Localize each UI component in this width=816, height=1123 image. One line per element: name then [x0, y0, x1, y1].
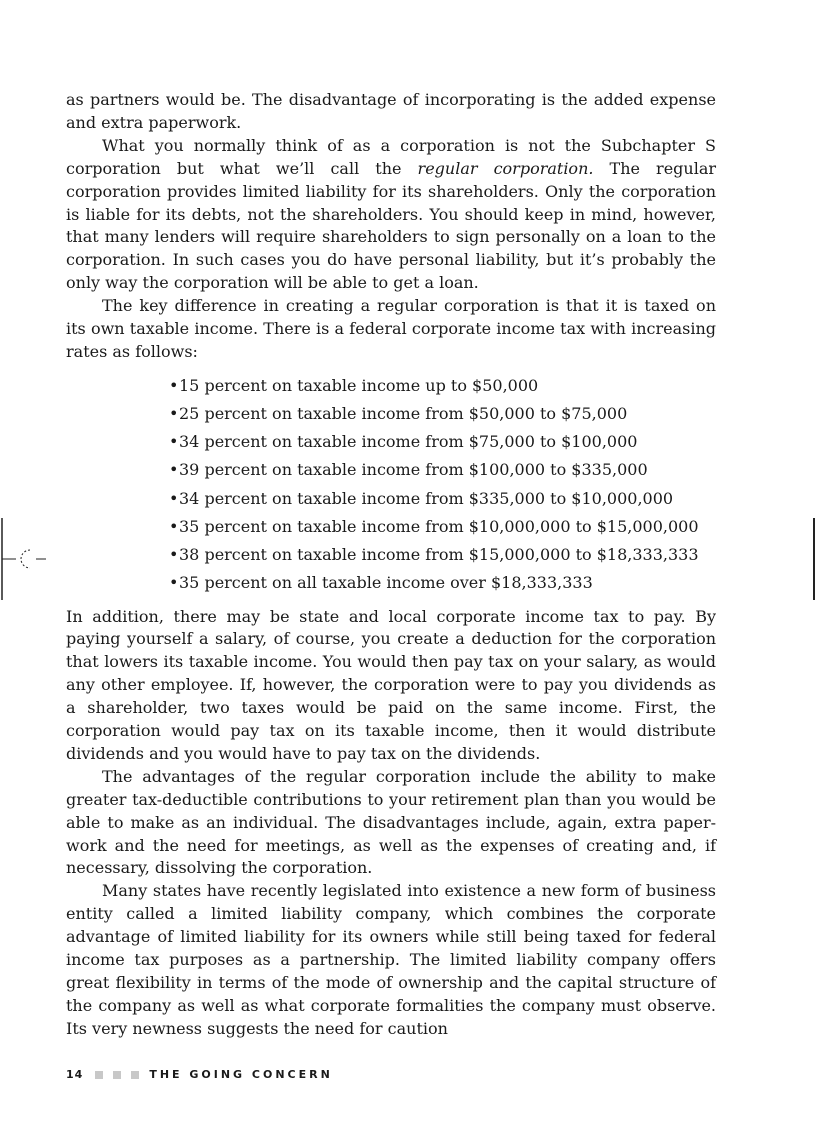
bullet-glyph: •: [169, 516, 179, 536]
square-ornament-icon: [131, 1071, 139, 1079]
page-body: [66, 89, 716, 1041]
bullet-glyph: •: [169, 375, 179, 395]
running-head: THE GOING CONCERN: [149, 1068, 333, 1081]
list-item: •34 percent on taxable income from $75,000 to $100,000: [169, 428, 716, 456]
list-item: •39 percent on taxable income from $100,000 to $335,000: [169, 456, 716, 484]
list-item: •38 percent on taxable income from $15,000,000 to $18,333,333: [169, 541, 716, 569]
tax-rate-list: [169, 372, 716, 598]
paragraph-regular-corporation: [66, 135, 716, 295]
bullet-glyph: •: [169, 573, 179, 593]
paragraph-text: What you normally think of as a corporation is not the Subchapter S corporation but what we’ll call the: [66, 135, 716, 178]
emphasis-term: regular corporation.: [417, 158, 594, 178]
list-item: •35 percent on all taxable income over $18,333,333: [169, 569, 716, 597]
bullet-glyph: •: [169, 432, 179, 452]
top-text: [66, 89, 716, 364]
bullet-glyph: •: [169, 460, 179, 480]
paragraph: In addition, there may be state and local corporate income tax to pay. By paying yourself a salary, of course, you create a deduction for the corporation that lowers its taxable income. You would then pay tax on your salary, as would any other employee. If, however, the corporation were to pay you dividends as a shareholder, two taxes would be paid on the same income. First, the corporation would pay tax on its taxable income, then it would distribute dividends and you would have to pay tax on the dividends.: [66, 606, 716, 763]
square-ornament-icon: [95, 1071, 103, 1079]
bottom-text: [66, 606, 716, 1041]
list-item: •15 percent on taxable income up to $50,000: [169, 372, 716, 400]
bullet-glyph: •: [169, 488, 179, 508]
paragraph: The key difference in creating a regular corporation is that it is taxed on its own taxable income. There is a federal corporate income tax with increasing rates as follows:: [66, 296, 716, 361]
paragraph: Many states have recently legislated into existence a new form of business entity called a limited liability company, which combines the corporate advantage of limited liability for its owners while still being taxed for federal income tax purposes as a partnership. The limited liability company offers great flexibility in terms of the mode of ownership and the capital structure of the company as well as what corporate formalities the company must observe. Its very newness suggests the need for caution: [66, 881, 716, 1038]
crop-mark-icon: [813, 518, 815, 600]
page-footer: [66, 1068, 333, 1081]
paragraph: as partners would be. The disadvantage of incorporating is the added expense and extra paperwork.: [66, 90, 716, 132]
list-item: •25 percent on taxable income from $50,000 to $75,000: [169, 400, 716, 428]
paragraph: The advantages of the regular corporation include the ability to make greater tax-deductible contributions to your retirement plan than you would be able to make as an individual. The disadvantages include, again, extra paperwork and the need for meetings, as well as the expenses of creating and, if necessary, dissolving the corporation.: [66, 766, 716, 878]
crop-mark-icon: [0, 518, 50, 600]
list-item: •35 percent on taxable income from $10,000,000 to $15,000,000: [169, 513, 716, 541]
page-number: 14: [66, 1068, 84, 1081]
square-ornament-icon: [113, 1071, 121, 1079]
bullet-glyph: •: [169, 545, 179, 565]
paragraph-text: The regular corporation provides limited liability for its shareholders. Only the corporation is liable for its debts, not the shareholders. You should keep in mind, however, that many lenders will require shareholders to sign personally on a loan to the corporation. In such cases you do have personal liability, but it’s probably the only way the corporation will be able to get a loan.: [66, 158, 717, 293]
list-item: •34 percent on taxable income from $335,000 to $10,000,000: [169, 485, 716, 513]
bullet-glyph: •: [169, 404, 179, 424]
